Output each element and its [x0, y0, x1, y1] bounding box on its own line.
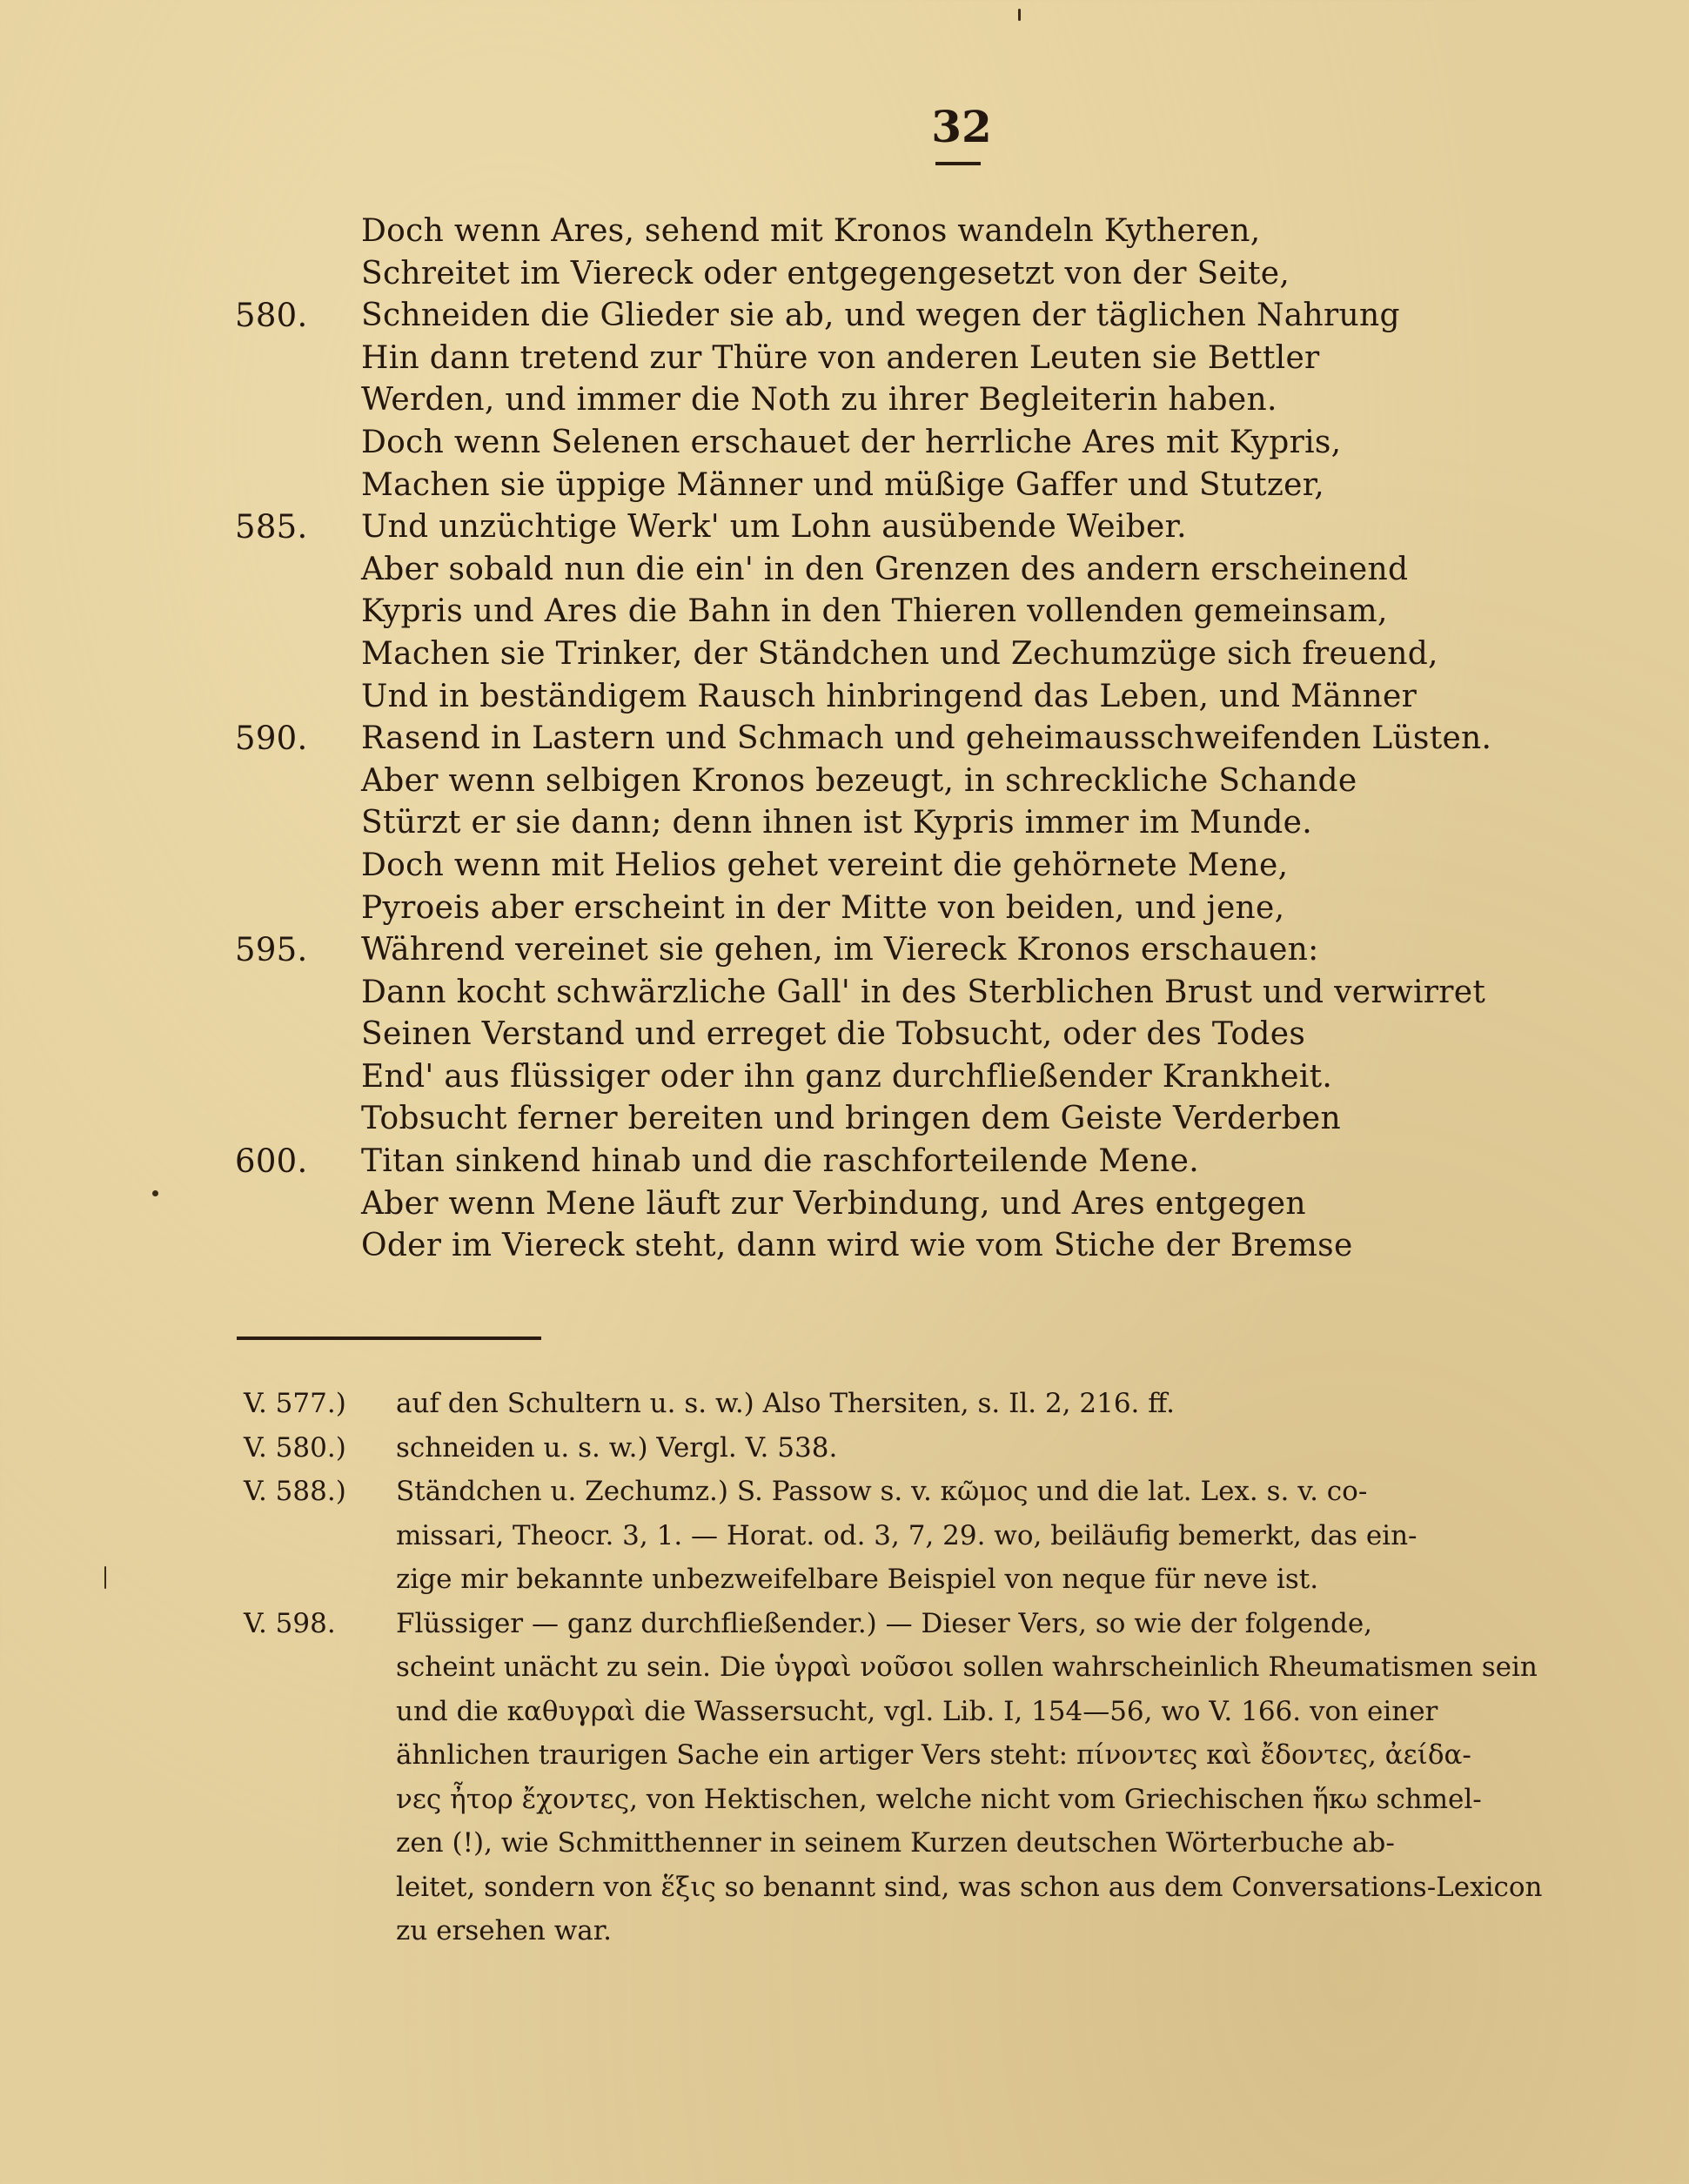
footnote-text: ähnlichen traurigen Sache ein artiger Vers steht: πίνοντες καὶ ἔδοντες, ἀείδα- [396, 1739, 1471, 1771]
verse-text: Werden, und immer die Noth zu ihrer Begleiterin haben. [361, 382, 1277, 419]
verse-text: End' aus flüssiger oder ihn ganz durchfließender Krankheit. [361, 1058, 1333, 1095]
verse-line [235, 1183, 1540, 1226]
verse-line [235, 338, 1540, 380]
verse-line [235, 760, 1540, 803]
paper-speck [152, 1190, 158, 1196]
verse-text: Aber wenn selbigen Kronos bezeugt, in schreckliche Schande [361, 762, 1357, 799]
verse-text: Hin dann tretend zur Thüre von anderen Leuten sie Bettler [361, 339, 1320, 376]
paper-speck [1018, 9, 1021, 21]
verse-text: Schreitet im Viereck oder entgegengesetzt von der Seite, [361, 255, 1290, 291]
verse-line [235, 845, 1540, 888]
verse-line [235, 929, 1540, 972]
footnote-text: νες ἦτορ ἔχοντες, von Hektischen, welche nicht vom Griechischen ἥκω schmel- [396, 1783, 1482, 1815]
footnote-separator [237, 1337, 541, 1340]
footnote-ref: V. 598. [244, 1607, 336, 1639]
verse-block [235, 211, 1540, 1268]
verse-line [235, 591, 1540, 633]
verse-text: Machen sie Trinker, der Ständchen und Zechumzüge sich freuend, [361, 635, 1438, 672]
footnote-text: zige mir bekannte unbezweifelbare Beispiel von neque für neve ist. [396, 1564, 1319, 1595]
verse-line [235, 1141, 1540, 1183]
footnote-text: zu ersehen war. [396, 1915, 612, 1946]
verse-number: 590. [235, 720, 308, 758]
footnote-text: zen (!), wie Schmitthenner in seinem Kurzen deutschen Wörterbuche ab- [396, 1827, 1395, 1859]
verse-text: Aber sobald nun die ein' in den Grenzen des andern erscheinend [361, 551, 1409, 587]
verse-text: Kypris und Ares die Bahn in den Thieren vollenden gemeinsam, [361, 593, 1388, 630]
footnote-line [244, 1602, 1505, 1646]
verse-text: Doch wenn Ares, sehend mit Kronos wandeln Kytheren, [361, 213, 1261, 249]
verse-number: 585. [235, 508, 308, 546]
footnotes [244, 1382, 1543, 1953]
verse-text: Aber wenn Mene läuft zur Verbindung, und Ares entgegen [361, 1185, 1306, 1222]
footnote-ref: V. 580.) [244, 1431, 346, 1464]
paper-speck [104, 1566, 106, 1589]
verse-line [235, 888, 1540, 930]
footnote-line [244, 1909, 1505, 1953]
verse-line [235, 1098, 1540, 1141]
verse-text: Rasend in Lastern und Schmach und geheimausschweifenden Lüsten. [361, 720, 1492, 757]
verse-line [235, 972, 1540, 1015]
footnote-line [244, 1426, 1505, 1471]
verse-line [235, 1014, 1540, 1056]
verse-line [235, 506, 1540, 549]
verse-line [235, 379, 1540, 422]
verse-line [235, 802, 1540, 845]
verse-number: 580. [235, 297, 308, 335]
footnote-ref: V. 588.) [244, 1476, 346, 1507]
verse-number: 595. [235, 931, 308, 969]
verse-line [235, 422, 1540, 465]
verse-line [235, 1225, 1540, 1268]
verse-text: Oder im Viereck steht, dann wird wie vom Stiche der Bremse [361, 1228, 1353, 1264]
verse-number: 600. [235, 1142, 308, 1181]
verse-line [235, 465, 1540, 507]
verse-text: Tobsucht ferner bereiten und bringen dem Geiste Verderben [361, 1101, 1341, 1137]
footnote-text: schneiden u. s. w.) Vergl. V. 538. [396, 1431, 838, 1464]
footnote-line [244, 1558, 1505, 1602]
verse-text: Während vereinet sie gehen, im Viereck Kronos erschauen: [361, 932, 1319, 968]
footnote-text: und die καθυγραὶ die Wassersucht, vgl. Lib. I, 154—56, wo V. 166. von einer [396, 1695, 1438, 1727]
page-number: 32 [931, 101, 992, 152]
verse-line [235, 633, 1540, 676]
page-number-underline [935, 162, 981, 165]
verse-line [235, 718, 1540, 760]
verse-text: Machen sie üppige Männer und müßige Gaffer und Stutzer, [361, 466, 1325, 503]
verse-text: Titan sinkend hinab und die raschforteilende Mene. [361, 1143, 1199, 1180]
verse-text: Seinen Verstand und erreget die Tobsucht, oder des Todes [361, 1016, 1306, 1053]
verse-line [235, 295, 1540, 338]
footnote-line [244, 1645, 1538, 1690]
footnote-line [244, 1866, 1543, 1910]
footnote-line [244, 1778, 1505, 1822]
footnote-text: auf den Schultern u. s. w.) Also Thersiten, s. Il. 2, 216. ff. [396, 1388, 1176, 1419]
footnote-line [244, 1470, 1505, 1514]
verse-text: Und unzüchtige Werk' um Lohn ausübende Weiber. [361, 509, 1187, 546]
footnote-line [244, 1733, 1505, 1778]
footnote-line [244, 1514, 1505, 1558]
verse-text: Und in beständigem Rausch hinbringend das Leben, und Männer [361, 678, 1418, 714]
footnote-text: Ständchen u. Zechumz.) S. Passow s. v. κῶμος und die lat. Lex. s. v. co- [396, 1476, 1368, 1507]
footnote-line [244, 1821, 1505, 1866]
verse-text: Dann kocht schwärzliche Gall' in des Sterblichen Brust und verwirret [361, 974, 1486, 1010]
verse-line [235, 549, 1540, 592]
verse-line [235, 676, 1540, 719]
footnote-text: Flüssiger — ganz durchfließender.) — Dieser Vers, so wie der folgende, [396, 1607, 1373, 1639]
footnote-text: leitet, sondern von ἕξις so benannt sind, was schon aus dem Conversations-Lexicon [396, 1871, 1543, 1903]
verse-text: Pyroeis aber erscheint in der Mitte von beiden, und jene, [361, 889, 1285, 926]
verse-text: Doch wenn mit Helios gehet vereint die gehörnete Mene, [361, 847, 1289, 883]
footnote-ref: V. 577.) [244, 1388, 346, 1419]
verse-line [235, 211, 1540, 253]
footnote-text: missari, Theocr. 3, 1. — Horat. od. 3, 7, 29. wo, beiläufig bemerkt, das ein- [396, 1519, 1418, 1551]
verse-text: Schneiden die Glieder sie ab, und wegen der täglichen Nahrung [361, 298, 1400, 334]
footnote-text: scheint unächt zu sein. Die ὑγραὶ νοῦσοι sollen wahrscheinlich Rheumatismen sein [396, 1651, 1538, 1683]
verse-text: Stürzt er sie dann; denn ihnen ist Kypris immer im Munde. [361, 805, 1313, 841]
verse-text: Doch wenn Selenen erschauet der herrliche Ares mit Kypris, [361, 424, 1342, 460]
footnote-line [244, 1690, 1505, 1734]
verse-line [235, 1056, 1540, 1099]
verse-line [235, 253, 1540, 296]
footnote-line [244, 1382, 1505, 1426]
